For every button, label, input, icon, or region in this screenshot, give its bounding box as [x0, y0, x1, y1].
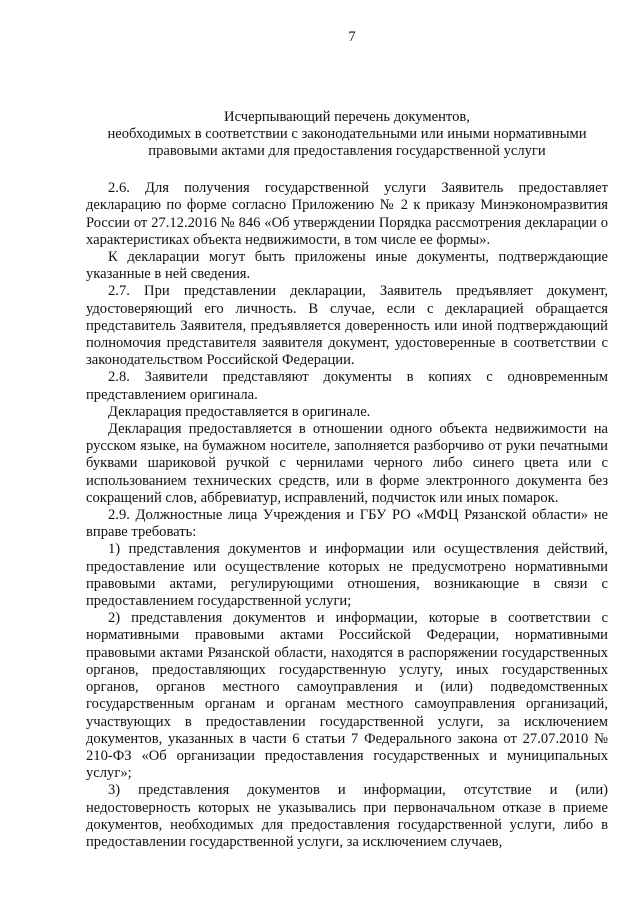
paragraph-2-6: 2.6. Для получения государственной услуги Заявитель предоставляет декларацию по форме согласно Приложению № 2 к приказу Минэкономразвития России от 27.12.2016 № 846 «Об утверждении Порядка рассмотрения декларации о характеристиках объекта недвижимости, в том числе ее формы». — [86, 180, 608, 248]
paragraph-declaration-original: Декларация предоставляется в оригинале. — [108, 403, 371, 420]
section-heading — [86, 109, 608, 160]
paragraph-2-9: 2.9. Должностные лица Учреждения и ГБУ РО «МФЦ Рязанской области» не вправе требовать: — [86, 507, 608, 541]
paragraph-2-8: 2.8. Заявители представляют документы в копиях с одновременным представлением оригинала. — [86, 369, 608, 403]
list-item-1: 1) представления документов и информации или осуществления действий, предоставление или осуществление которых не предусмотрено нормативными правовыми актами, регулирующими отношения, возникающие в связи с предоставлением государственной услуги; — [86, 541, 608, 610]
heading-line: необходимых в соответствии с законодательными или иными нормативными — [107, 126, 587, 143]
list-item-2: 2) представления документов и информации, которые в соответствии с нормативными правовыми актами Российской Федерации, нормативными правовыми актами Рязанской области, находятся в распоряжении государственных органов, предоставляющих государственную услугу, иных государственных органов, органов местного самоуправления и (или) подведомственных государственным органам и органам местного самоуправления организаций, участвующих в предоставлении государственной услуги, за исключением документов, указанных в части 6 статьи 7 Федерального закона от 27.07.2010 № 210-ФЗ «Об организации предоставления государственных и муниципальных услуг»; — [86, 610, 608, 782]
heading-line: правовыми актами для предоставления государственной услуги — [148, 143, 546, 160]
paragraph-2-7: 2.7. При представлении декларации, Заявитель предъявляет документ, удостоверяющий его личность. В случае, если с декларацией обращается представитель Заявителя, предъявляется доверенность или иной подтверждающий полномочия представителя заявителя документ, удостоверенные в соответствии с законодательством Российской Федерации. — [86, 283, 608, 369]
paragraph-declaration-attachments: К декларации могут быть приложены иные документы, подтверждающие указанные в ней сведения. — [86, 249, 608, 283]
page-number: 7 — [348, 29, 356, 45]
paragraph-declaration-requirements: Декларация предоставляется в отношении одного объекта недвижимости на русском языке, на бумажном носителе, заполняется разборчиво от руки печатными буквами шариковой ручкой с чернилами черного либо синего цвета или с использованием технических средств, или в форме электронного документа без сокращений слов, аббревиатур, исправлений, подчисток или иных помарок. — [86, 421, 608, 506]
heading-line: Исчерпывающий перечень документов, — [224, 109, 470, 126]
document-body — [86, 180, 608, 851]
list-item-3: 3) представления документов и информации, отсутствие и (или) недостоверность которых не указывались при первоначальном отказе в приеме документов, необходимых для предоставления государственной услуги, либо в предоставлении государственной услуги, за исключением случаев, — [86, 782, 608, 850]
